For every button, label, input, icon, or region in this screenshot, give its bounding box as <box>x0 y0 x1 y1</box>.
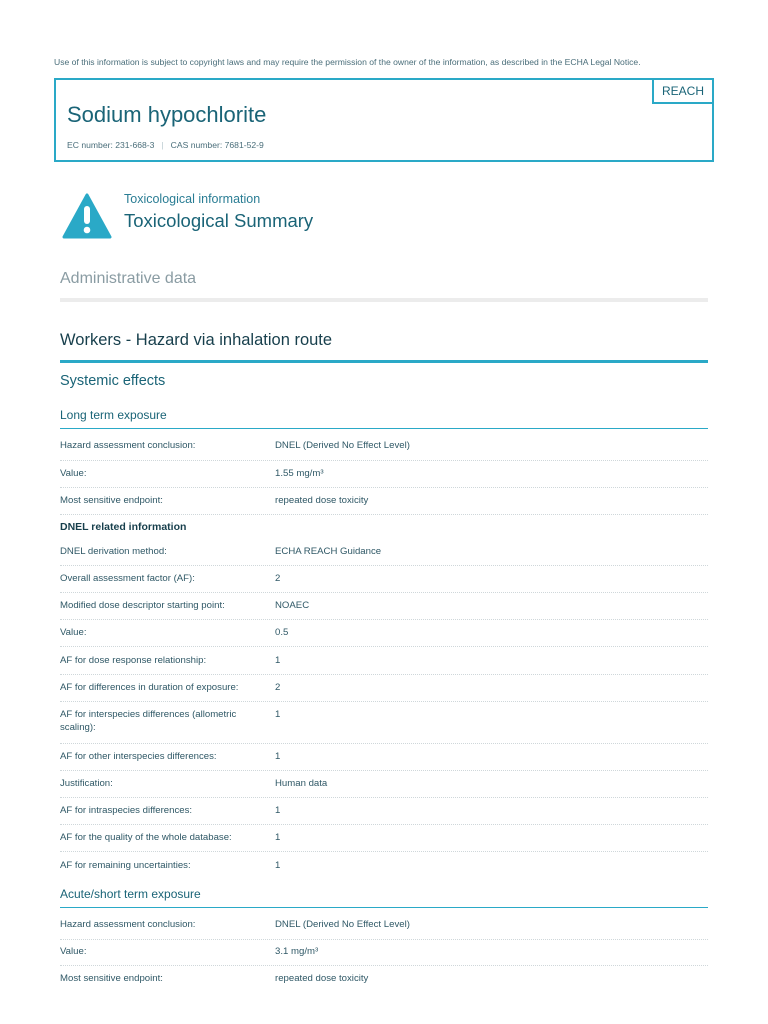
table-row <box>60 654 708 675</box>
table-row <box>60 545 708 566</box>
copyright-notice: Use of this information is subject to copyright laws and may require the permission of the owner of the information, as described in the ECHA Legal Notice. <box>54 57 641 67</box>
row-label: Overall assessment factor (AF): <box>60 573 195 584</box>
systemic-effects-heading: Systemic effects <box>60 373 166 389</box>
row-value: Human data <box>275 778 328 789</box>
table-row <box>60 859 708 878</box>
substance-header <box>54 78 714 162</box>
divider <box>60 298 708 302</box>
row-label: AF for interspecies differences (allometric scaling): <box>60 709 237 733</box>
row-value: ECHA REACH Guidance <box>275 546 382 557</box>
table-row <box>60 599 708 620</box>
row-value: 1 <box>275 860 281 871</box>
row-value: 1 <box>275 805 281 816</box>
row-value: 2 <box>275 682 281 693</box>
row-label: Value: <box>60 468 87 479</box>
table-row <box>60 804 708 825</box>
table-row <box>60 972 708 992</box>
administrative-data-heading[interactable]: Administrative data <box>60 270 197 287</box>
table-row <box>60 439 708 461</box>
row-label: Value: <box>60 627 87 638</box>
row-value: 3.1 mg/m³ <box>275 946 319 957</box>
row-label: AF for remaining uncertainties: <box>60 860 191 871</box>
row-value: 1 <box>275 832 281 843</box>
table-row <box>60 467 708 488</box>
table-row <box>60 572 708 593</box>
cas-number: CAS number: 7681-52-9 <box>170 140 264 150</box>
reach-tag: REACH <box>652 78 714 104</box>
row-label: AF for dose response relationship: <box>60 655 207 666</box>
table-row <box>60 494 708 515</box>
row-value: DNEL (Derived No Effect Level) <box>275 440 410 451</box>
identifier-line <box>67 140 264 150</box>
row-label: Most sensitive endpoint: <box>60 495 163 506</box>
row-value: DNEL (Derived No Effect Level) <box>275 919 410 930</box>
row-value: 2 <box>275 573 281 584</box>
acute-heading: Acute/short term exposure <box>60 887 708 908</box>
row-value: repeated dose toxicity <box>275 973 369 984</box>
section-title: Toxicological Summary <box>124 210 314 231</box>
table-row <box>60 626 708 647</box>
long-term-heading: Long term exposure <box>60 408 708 429</box>
row-label: DNEL derivation method: <box>60 546 167 557</box>
route-title: Workers - Hazard via inhalation route <box>60 331 333 349</box>
row-value: repeated dose toxicity <box>275 495 369 506</box>
row-value: 1 <box>275 751 281 762</box>
row-value: 1 <box>275 709 281 720</box>
row-label: Most sensitive endpoint: <box>60 973 163 984</box>
ec-number: EC number: 231-668-3 <box>67 140 155 150</box>
divider <box>60 360 708 363</box>
table-row <box>60 681 708 702</box>
row-label: Modified dose descriptor starting point: <box>60 600 225 611</box>
row-value: NOAEC <box>275 600 310 611</box>
warning-triangle-icon <box>62 193 112 239</box>
row-label: Value: <box>60 946 87 957</box>
row-label: Hazard assessment conclusion: <box>60 440 196 451</box>
row-label: AF for other interspecies differences: <box>60 751 217 762</box>
table-row <box>60 708 708 744</box>
row-label: Justification: <box>60 778 113 789</box>
dnel-related-heading: DNEL related information <box>60 521 187 533</box>
table-row <box>60 750 708 771</box>
separator: | <box>161 140 164 150</box>
row-label: Hazard assessment conclusion: <box>60 919 196 930</box>
row-value: 1 <box>275 655 281 666</box>
substance-title: Sodium hypochlorite <box>67 102 267 127</box>
table-row <box>60 777 708 798</box>
table-row <box>60 945 708 966</box>
row-label: AF for intraspecies differences: <box>60 805 193 816</box>
table-row <box>60 918 708 940</box>
row-value: 0.5 <box>275 627 289 638</box>
table-row <box>60 831 708 852</box>
row-label: AF for the quality of the whole database: <box>60 832 232 843</box>
row-label: AF for differences in duration of exposure: <box>60 682 239 693</box>
section-kicker: Toxicological information <box>124 192 261 206</box>
row-value: 1.55 mg/m³ <box>275 468 324 479</box>
